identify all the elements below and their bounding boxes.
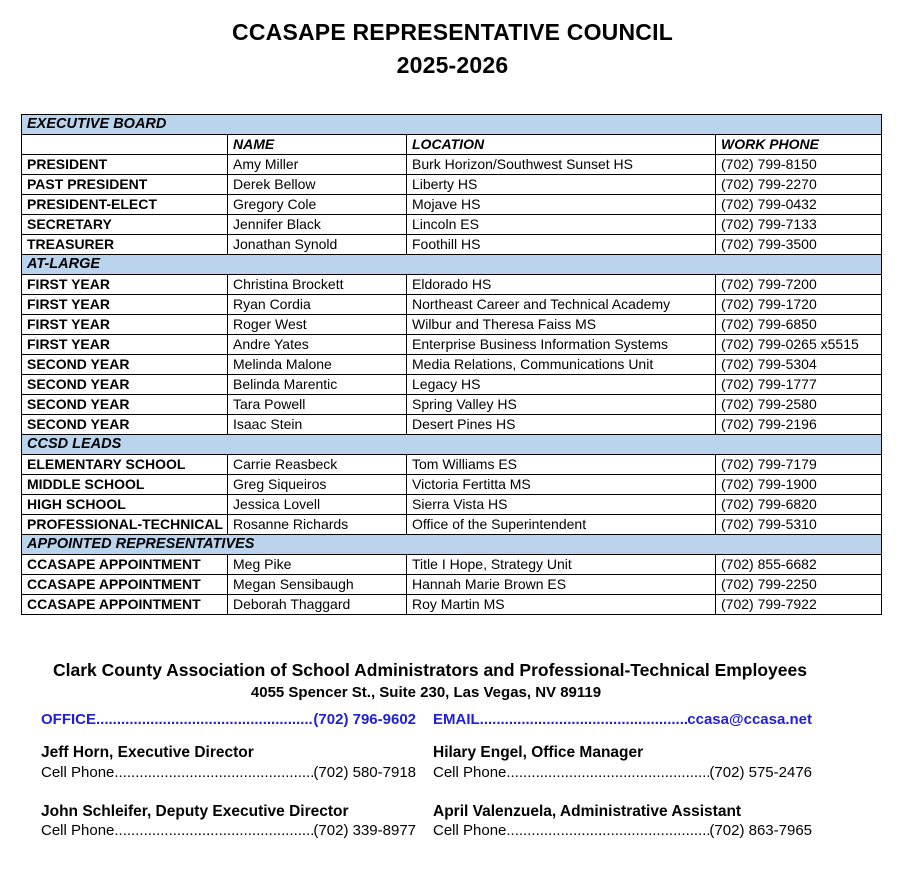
phone-cell: (702) 799-7133 bbox=[716, 215, 882, 235]
location-cell: Tom Williams ES bbox=[407, 455, 716, 475]
position-cell: PAST PRESIDENT bbox=[22, 175, 228, 195]
dot-leader bbox=[506, 822, 709, 839]
table-row bbox=[22, 155, 882, 175]
section-title: CCSD LEADS bbox=[22, 435, 882, 455]
phone-cell: (702) 799-1900 bbox=[716, 475, 882, 495]
table-row bbox=[22, 275, 882, 295]
staff-cell-line bbox=[433, 764, 812, 781]
phone-cell: (702) 799-8150 bbox=[716, 155, 882, 175]
name-cell: Belinda Marentic bbox=[228, 375, 407, 395]
location-cell: Foothill HS bbox=[407, 235, 716, 255]
office-phone[interactable]: (702) 796-9602 bbox=[313, 711, 416, 728]
table-row bbox=[22, 415, 882, 435]
table-row bbox=[22, 215, 882, 235]
location-cell: Liberty HS bbox=[407, 175, 716, 195]
section-header-row bbox=[22, 535, 882, 555]
phone-cell: (702) 855-6682 bbox=[716, 555, 882, 575]
location-cell: Enterprise Business Information Systems bbox=[407, 335, 716, 355]
cell-phone[interactable]: (702) 575-2476 bbox=[709, 764, 812, 781]
name-cell: Jennifer Black bbox=[228, 215, 407, 235]
section-title: EXECUTIVE BOARD bbox=[22, 115, 882, 135]
document-title: CCASAPE REPRESENTATIVE COUNCIL bbox=[232, 19, 673, 45]
name-cell: Melinda Malone bbox=[228, 355, 407, 375]
position-cell: SECRETARY bbox=[22, 215, 228, 235]
position-cell: FIRST YEAR bbox=[22, 315, 228, 335]
location-cell: Hannah Marie Brown ES bbox=[407, 575, 716, 595]
position-cell: PRESIDENT-ELECT bbox=[22, 195, 228, 215]
location-cell: Roy Martin MS bbox=[407, 595, 716, 615]
table-row bbox=[22, 555, 882, 575]
phone-cell: (702) 799-5304 bbox=[716, 355, 882, 375]
table-row bbox=[22, 575, 882, 595]
position-cell: CCASAPE APPOINTMENT bbox=[22, 575, 228, 595]
name-cell: Jessica Lovell bbox=[228, 495, 407, 515]
location-cell: Victoria Fertitta MS bbox=[407, 475, 716, 495]
dot-leader bbox=[114, 822, 313, 839]
table-row bbox=[22, 375, 882, 395]
section-header-row bbox=[22, 115, 882, 135]
phone-cell: (702) 799-7179 bbox=[716, 455, 882, 475]
column-header-location: LOCATION bbox=[407, 135, 716, 155]
table-row bbox=[22, 495, 882, 515]
table-row bbox=[22, 595, 882, 615]
organization-name: Clark County Association of School Administrators and Professional-Technical Employees bbox=[53, 660, 807, 680]
cell-phone[interactable]: (702) 863-7965 bbox=[709, 822, 812, 839]
staff-name: John Schleifer, Deputy Executive Director bbox=[41, 803, 349, 820]
phone-cell: (702) 799-7922 bbox=[716, 595, 882, 615]
column-header-position bbox=[22, 135, 228, 155]
position-cell: SECOND YEAR bbox=[22, 395, 228, 415]
staff-name: April Valenzuela, Administrative Assistant bbox=[433, 803, 742, 820]
position-cell: FIRST YEAR bbox=[22, 335, 228, 355]
phone-cell: (702) 799-0432 bbox=[716, 195, 882, 215]
location-cell: Lincoln ES bbox=[407, 215, 716, 235]
section-title: AT-LARGE bbox=[22, 255, 882, 275]
name-cell: Meg Pike bbox=[228, 555, 407, 575]
phone-cell: (702) 799-2580 bbox=[716, 395, 882, 415]
name-cell: Greg Siqueiros bbox=[228, 475, 407, 495]
phone-cell: (702) 799-2196 bbox=[716, 415, 882, 435]
location-cell: Sierra Vista HS bbox=[407, 495, 716, 515]
name-cell: Gregory Cole bbox=[228, 195, 407, 215]
staff-cell-line bbox=[41, 822, 416, 839]
organization-address: 4055 Spencer St., Suite 230, Las Vegas, NV 89119 bbox=[250, 684, 602, 701]
location-cell: Mojave HS bbox=[407, 195, 716, 215]
dot-leader bbox=[114, 764, 313, 781]
email-label: EMAIL bbox=[433, 711, 480, 728]
staff-cell-line bbox=[433, 822, 812, 839]
cell-label: Cell Phone bbox=[41, 764, 115, 781]
phone-cell: (702) 799-1777 bbox=[716, 375, 882, 395]
name-cell: Roger West bbox=[228, 315, 407, 335]
position-cell: PRESIDENT bbox=[22, 155, 228, 175]
email-line bbox=[433, 711, 812, 728]
location-cell: Northeast Career and Technical Academy bbox=[407, 295, 716, 315]
location-cell: Legacy HS bbox=[407, 375, 716, 395]
table-row bbox=[22, 515, 882, 535]
office-label: OFFICE bbox=[41, 711, 96, 728]
name-cell: Christina Brockett bbox=[228, 275, 407, 295]
phone-cell: (702) 799-6850 bbox=[716, 315, 882, 335]
position-cell: MIDDLE SCHOOL bbox=[22, 475, 228, 495]
table-row bbox=[22, 475, 882, 495]
email-address[interactable]: ccasa@ccasa.net bbox=[687, 711, 812, 728]
column-header-phone: WORK PHONE bbox=[716, 135, 882, 155]
staff-name: Hilary Engel, Office Manager bbox=[433, 744, 644, 761]
position-cell: CCASAPE APPOINTMENT bbox=[22, 555, 228, 575]
staff-cell-line bbox=[41, 764, 416, 781]
phone-cell: (702) 799-3500 bbox=[716, 235, 882, 255]
phone-cell: (702) 799-6820 bbox=[716, 495, 882, 515]
cell-label: Cell Phone bbox=[433, 822, 507, 839]
name-cell: Andre Yates bbox=[228, 335, 407, 355]
column-header-row bbox=[22, 135, 882, 155]
document-year: 2025-2026 bbox=[396, 52, 509, 78]
council-table bbox=[21, 114, 882, 615]
dot-leader bbox=[96, 711, 313, 728]
location-cell: Office of the Superintendent bbox=[407, 515, 716, 535]
name-cell: Carrie Reasbeck bbox=[228, 455, 407, 475]
name-cell: Isaac Stein bbox=[228, 415, 407, 435]
office-line bbox=[41, 711, 416, 728]
location-cell: Desert Pines HS bbox=[407, 415, 716, 435]
cell-phone[interactable]: (702) 339-8977 bbox=[313, 822, 416, 839]
position-cell: TREASURER bbox=[22, 235, 228, 255]
phone-cell: (702) 799-1720 bbox=[716, 295, 882, 315]
name-cell: Amy Miller bbox=[228, 155, 407, 175]
cell-label: Cell Phone bbox=[433, 764, 507, 781]
location-cell: Eldorado HS bbox=[407, 275, 716, 295]
section-title: APPOINTED REPRESENTATIVES bbox=[22, 535, 882, 555]
name-cell: Ryan Cordia bbox=[228, 295, 407, 315]
table-row bbox=[22, 355, 882, 375]
cell-label: Cell Phone bbox=[41, 822, 115, 839]
position-cell: SECOND YEAR bbox=[22, 415, 228, 435]
position-cell: ELEMENTARY SCHOOL bbox=[22, 455, 228, 475]
table-row bbox=[22, 175, 882, 195]
location-cell: Burk Horizon/Southwest Sunset HS bbox=[407, 155, 716, 175]
location-cell: Spring Valley HS bbox=[407, 395, 716, 415]
phone-cell: (702) 799-5310 bbox=[716, 515, 882, 535]
position-cell: SECOND YEAR bbox=[22, 375, 228, 395]
name-cell: Derek Bellow bbox=[228, 175, 407, 195]
cell-phone[interactable]: (702) 580-7918 bbox=[313, 764, 416, 781]
name-cell: Megan Sensibaugh bbox=[228, 575, 407, 595]
section-header-row bbox=[22, 255, 882, 275]
name-cell: Tara Powell bbox=[228, 395, 407, 415]
position-cell: FIRST YEAR bbox=[22, 275, 228, 295]
position-cell: CCASAPE APPOINTMENT bbox=[22, 595, 228, 615]
dot-leader bbox=[506, 764, 709, 781]
phone-cell: (702) 799-2250 bbox=[716, 575, 882, 595]
name-cell: Rosanne Richards bbox=[228, 515, 407, 535]
dot-leader bbox=[480, 711, 688, 728]
table-row bbox=[22, 335, 882, 355]
phone-cell: (702) 799-7200 bbox=[716, 275, 882, 295]
table-row bbox=[22, 315, 882, 335]
table-row bbox=[22, 455, 882, 475]
position-cell: FIRST YEAR bbox=[22, 295, 228, 315]
table-row bbox=[22, 295, 882, 315]
position-cell: HIGH SCHOOL bbox=[22, 495, 228, 515]
name-cell: Deborah Thaggard bbox=[228, 595, 407, 615]
staff-name: Jeff Horn, Executive Director bbox=[41, 744, 254, 761]
location-cell: Wilbur and Theresa Faiss MS bbox=[407, 315, 716, 335]
name-cell: Jonathan Synold bbox=[228, 235, 407, 255]
table-row bbox=[22, 235, 882, 255]
table-row bbox=[22, 195, 882, 215]
position-cell: SECOND YEAR bbox=[22, 355, 228, 375]
table-row bbox=[22, 395, 882, 415]
section-header-row bbox=[22, 435, 882, 455]
location-cell: Title I Hope, Strategy Unit bbox=[407, 555, 716, 575]
position-cell: PROFESSIONAL-TECHNICAL bbox=[22, 515, 228, 535]
column-header-name: NAME bbox=[228, 135, 407, 155]
location-cell: Media Relations, Communications Unit bbox=[407, 355, 716, 375]
phone-cell: (702) 799-2270 bbox=[716, 175, 882, 195]
phone-cell: (702) 799-0265 x5515 bbox=[716, 335, 882, 355]
